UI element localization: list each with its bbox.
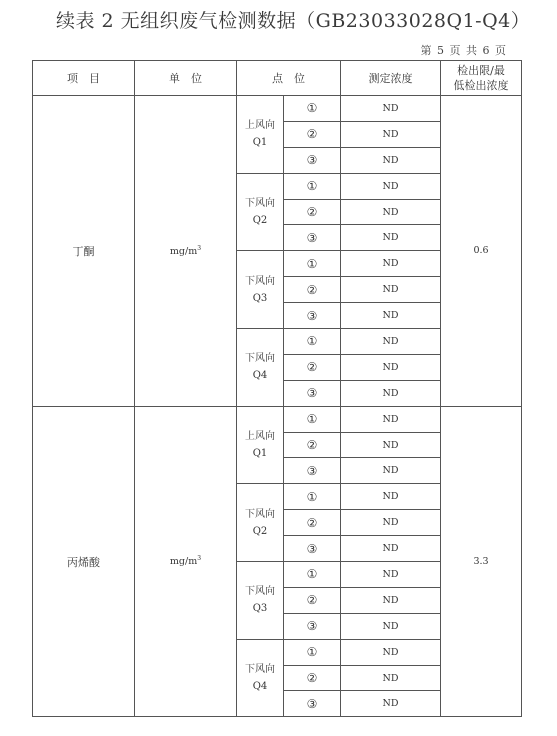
point-location (237, 96, 284, 174)
concentration-value: ND (341, 303, 441, 329)
sample-index: ③ (284, 458, 341, 484)
sample-index: ② (284, 587, 341, 613)
unit-text: mg/m (169, 245, 198, 257)
concentration-value: ND (341, 665, 441, 691)
table-body (33, 96, 522, 717)
unit-cell (135, 406, 237, 717)
concentration-value: ND (341, 354, 441, 380)
point-direction: 上风向 (245, 120, 275, 132)
sample-index: ③ (284, 225, 341, 251)
report-title: 续表 2 无组织废气检测数据（GB23033028Q1-Q4） (56, 10, 531, 32)
sample-index: ③ (284, 536, 341, 562)
concentration-value: ND (341, 329, 441, 355)
unit-text: mg/m (169, 556, 198, 568)
table-row (33, 96, 522, 122)
sample-index: ③ (284, 303, 341, 329)
point-location (237, 251, 284, 329)
point-location (237, 639, 284, 717)
data-table (32, 60, 522, 717)
concentration-value: ND (341, 691, 441, 717)
point-id: Q4 (252, 681, 268, 693)
page-number: 第 5 页 共 6 页 (420, 44, 507, 57)
sample-index: ② (284, 432, 341, 458)
concentration-value: ND (341, 251, 441, 277)
item-name: 丙烯酸 (33, 406, 135, 717)
point-id: Q1 (252, 137, 268, 149)
point-location (237, 173, 284, 251)
sample-index: ② (284, 354, 341, 380)
sample-index: ① (284, 562, 341, 588)
concentration-value: ND (341, 147, 441, 173)
header-limit-line1: 检出限/最 (457, 64, 505, 77)
concentration-value: ND (341, 199, 441, 225)
point-direction: 下风向 (245, 586, 275, 598)
concentration-value: ND (341, 562, 441, 588)
point-id: Q3 (252, 292, 268, 304)
unit-cell (135, 96, 237, 407)
sample-index: ① (284, 484, 341, 510)
concentration-value: ND (341, 613, 441, 639)
detection-limit: 3.3 (441, 406, 522, 717)
concentration-value: ND (341, 96, 441, 122)
header-detection-limit (441, 61, 522, 96)
concentration-value: ND (341, 380, 441, 406)
sample-index: ① (284, 96, 341, 122)
sample-index: ① (284, 639, 341, 665)
sample-index: ③ (284, 380, 341, 406)
sample-index: ① (284, 251, 341, 277)
concentration-value: ND (341, 484, 441, 510)
concentration-value: ND (341, 225, 441, 251)
point-location (237, 562, 284, 640)
concentration-value: ND (341, 173, 441, 199)
header-item: 项 目 (33, 61, 135, 96)
header-unit: 单 位 (135, 61, 237, 96)
concentration-value: ND (341, 510, 441, 536)
sample-index: ② (284, 277, 341, 303)
item-name: 丁酮 (33, 96, 135, 407)
point-direction: 下风向 (245, 664, 275, 676)
concentration-value: ND (341, 432, 441, 458)
point-direction: 下风向 (245, 353, 275, 365)
point-direction: 下风向 (245, 198, 275, 209)
unit-superscript: 3 (197, 555, 202, 563)
point-direction: 下风向 (245, 275, 275, 287)
point-direction: 上风向 (245, 431, 275, 443)
sample-index: ① (284, 329, 341, 355)
concentration-value: ND (341, 406, 441, 432)
point-location (237, 329, 284, 407)
concentration-value: ND (341, 121, 441, 147)
header-point: 点 位 (237, 61, 341, 96)
point-id: Q4 (252, 370, 268, 382)
point-location (237, 484, 284, 562)
concentration-value: ND (341, 639, 441, 665)
point-id: Q3 (252, 603, 268, 615)
concentration-value: ND (341, 536, 441, 562)
table-header-row (33, 61, 522, 96)
point-id: Q1 (252, 448, 268, 460)
sample-index: ① (284, 406, 341, 432)
point-direction: 下风向 (245, 508, 275, 520)
sample-index: ③ (284, 613, 341, 639)
unit-superscript: 3 (197, 244, 202, 252)
sample-index: ③ (284, 691, 341, 717)
point-id: Q2 (252, 215, 268, 226)
sample-index: ① (284, 173, 341, 199)
point-id: Q2 (252, 525, 268, 537)
sample-index: ③ (284, 147, 341, 173)
concentration-value: ND (341, 458, 441, 484)
concentration-value: ND (341, 587, 441, 613)
sample-index: ② (284, 199, 341, 225)
sample-index: ② (284, 121, 341, 147)
point-location (237, 406, 284, 484)
header-limit-line2: 低检出浓度 (453, 79, 509, 92)
sample-index: ② (284, 665, 341, 691)
detection-limit: 0.6 (441, 96, 522, 407)
table-row (33, 406, 522, 432)
sample-index: ② (284, 510, 341, 536)
concentration-value: ND (341, 277, 441, 303)
header-concentration: 测定浓度 (341, 61, 441, 96)
